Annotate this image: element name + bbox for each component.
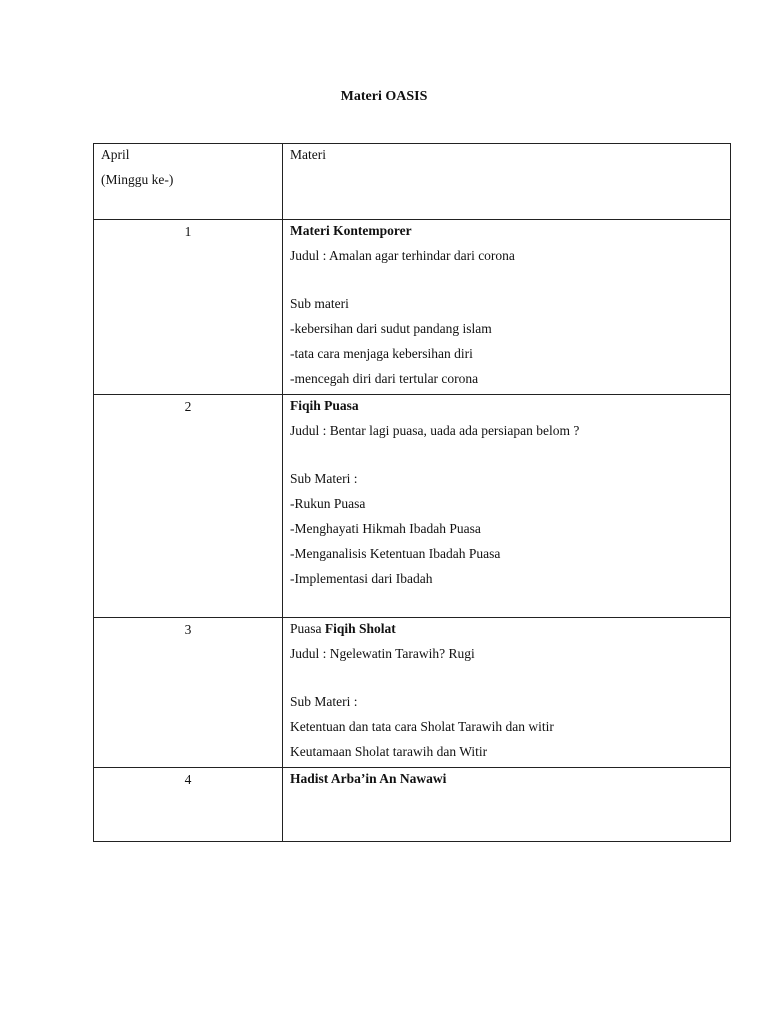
materi-cell bbox=[283, 618, 731, 768]
sub-materi-item: -mencegah diri dari tertular corona bbox=[290, 371, 479, 386]
document-title: Materi OASIS bbox=[340, 89, 428, 104]
sub-materi-item: Keutamaan Sholat tarawih dan Witir bbox=[290, 744, 488, 759]
materi-heading: Materi Kontemporer bbox=[290, 223, 412, 238]
sub-materi-item: -Rukun Puasa bbox=[290, 496, 366, 511]
sub-materi-item: -Menganalisis Ketentuan Ibadah Puasa bbox=[290, 546, 501, 561]
sub-materi-label: Sub Materi : bbox=[290, 694, 358, 709]
sub-materi-label: Sub materi bbox=[290, 296, 349, 311]
header-cell-materi bbox=[283, 144, 731, 220]
week-number: 2 bbox=[184, 399, 192, 414]
materi-judul: Judul : Ngelewatin Tarawih? Rugi bbox=[290, 646, 475, 661]
week-number: 3 bbox=[184, 622, 192, 637]
materi-cell bbox=[283, 395, 731, 618]
materi-heading-plain: Puasa bbox=[290, 621, 322, 636]
week-cell bbox=[94, 618, 283, 768]
sub-materi-label: Sub Materi : bbox=[290, 471, 358, 486]
materi-heading: Fiqih Puasa bbox=[290, 398, 359, 413]
sub-materi-item: Ketentuan dan tata cara Sholat Tarawih dan witir bbox=[290, 719, 554, 734]
materi-judul: Judul : Bentar lagi puasa, uada ada persiapan belom ? bbox=[290, 423, 580, 438]
materi-heading: Fiqih Sholat bbox=[324, 621, 396, 636]
table-header-row bbox=[94, 144, 731, 220]
schedule-table bbox=[93, 143, 731, 842]
week-number: 4 bbox=[184, 772, 192, 787]
sub-materi-item: -kebersihan dari sudut pandang islam bbox=[290, 321, 492, 336]
header-month: April bbox=[101, 147, 130, 162]
materi-judul: Judul : Amalan agar terhindar dari corona bbox=[290, 248, 515, 263]
materi-heading: Hadist Arba’in An Nawawi bbox=[290, 771, 447, 786]
materi-cell bbox=[283, 220, 731, 395]
table-row bbox=[94, 768, 731, 842]
sub-materi-item: -Implementasi dari Ibadah bbox=[290, 571, 433, 586]
header-cell-week bbox=[94, 144, 283, 220]
week-cell bbox=[94, 220, 283, 395]
header-week-label: (Minggu ke-) bbox=[101, 172, 174, 187]
materi-heading-line bbox=[283, 619, 730, 644]
week-cell bbox=[94, 395, 283, 618]
table-row bbox=[94, 220, 731, 395]
materi-cell bbox=[283, 768, 731, 842]
table-row bbox=[94, 618, 731, 768]
header-materi-label: Materi bbox=[290, 147, 326, 162]
sub-materi-item: -tata cara menjaga kebersihan diri bbox=[290, 346, 473, 361]
sub-materi-item: -Menghayati Hikmah Ibadah Puasa bbox=[290, 521, 481, 536]
week-number: 1 bbox=[184, 224, 192, 239]
table-row bbox=[94, 395, 731, 618]
week-cell bbox=[94, 768, 283, 842]
